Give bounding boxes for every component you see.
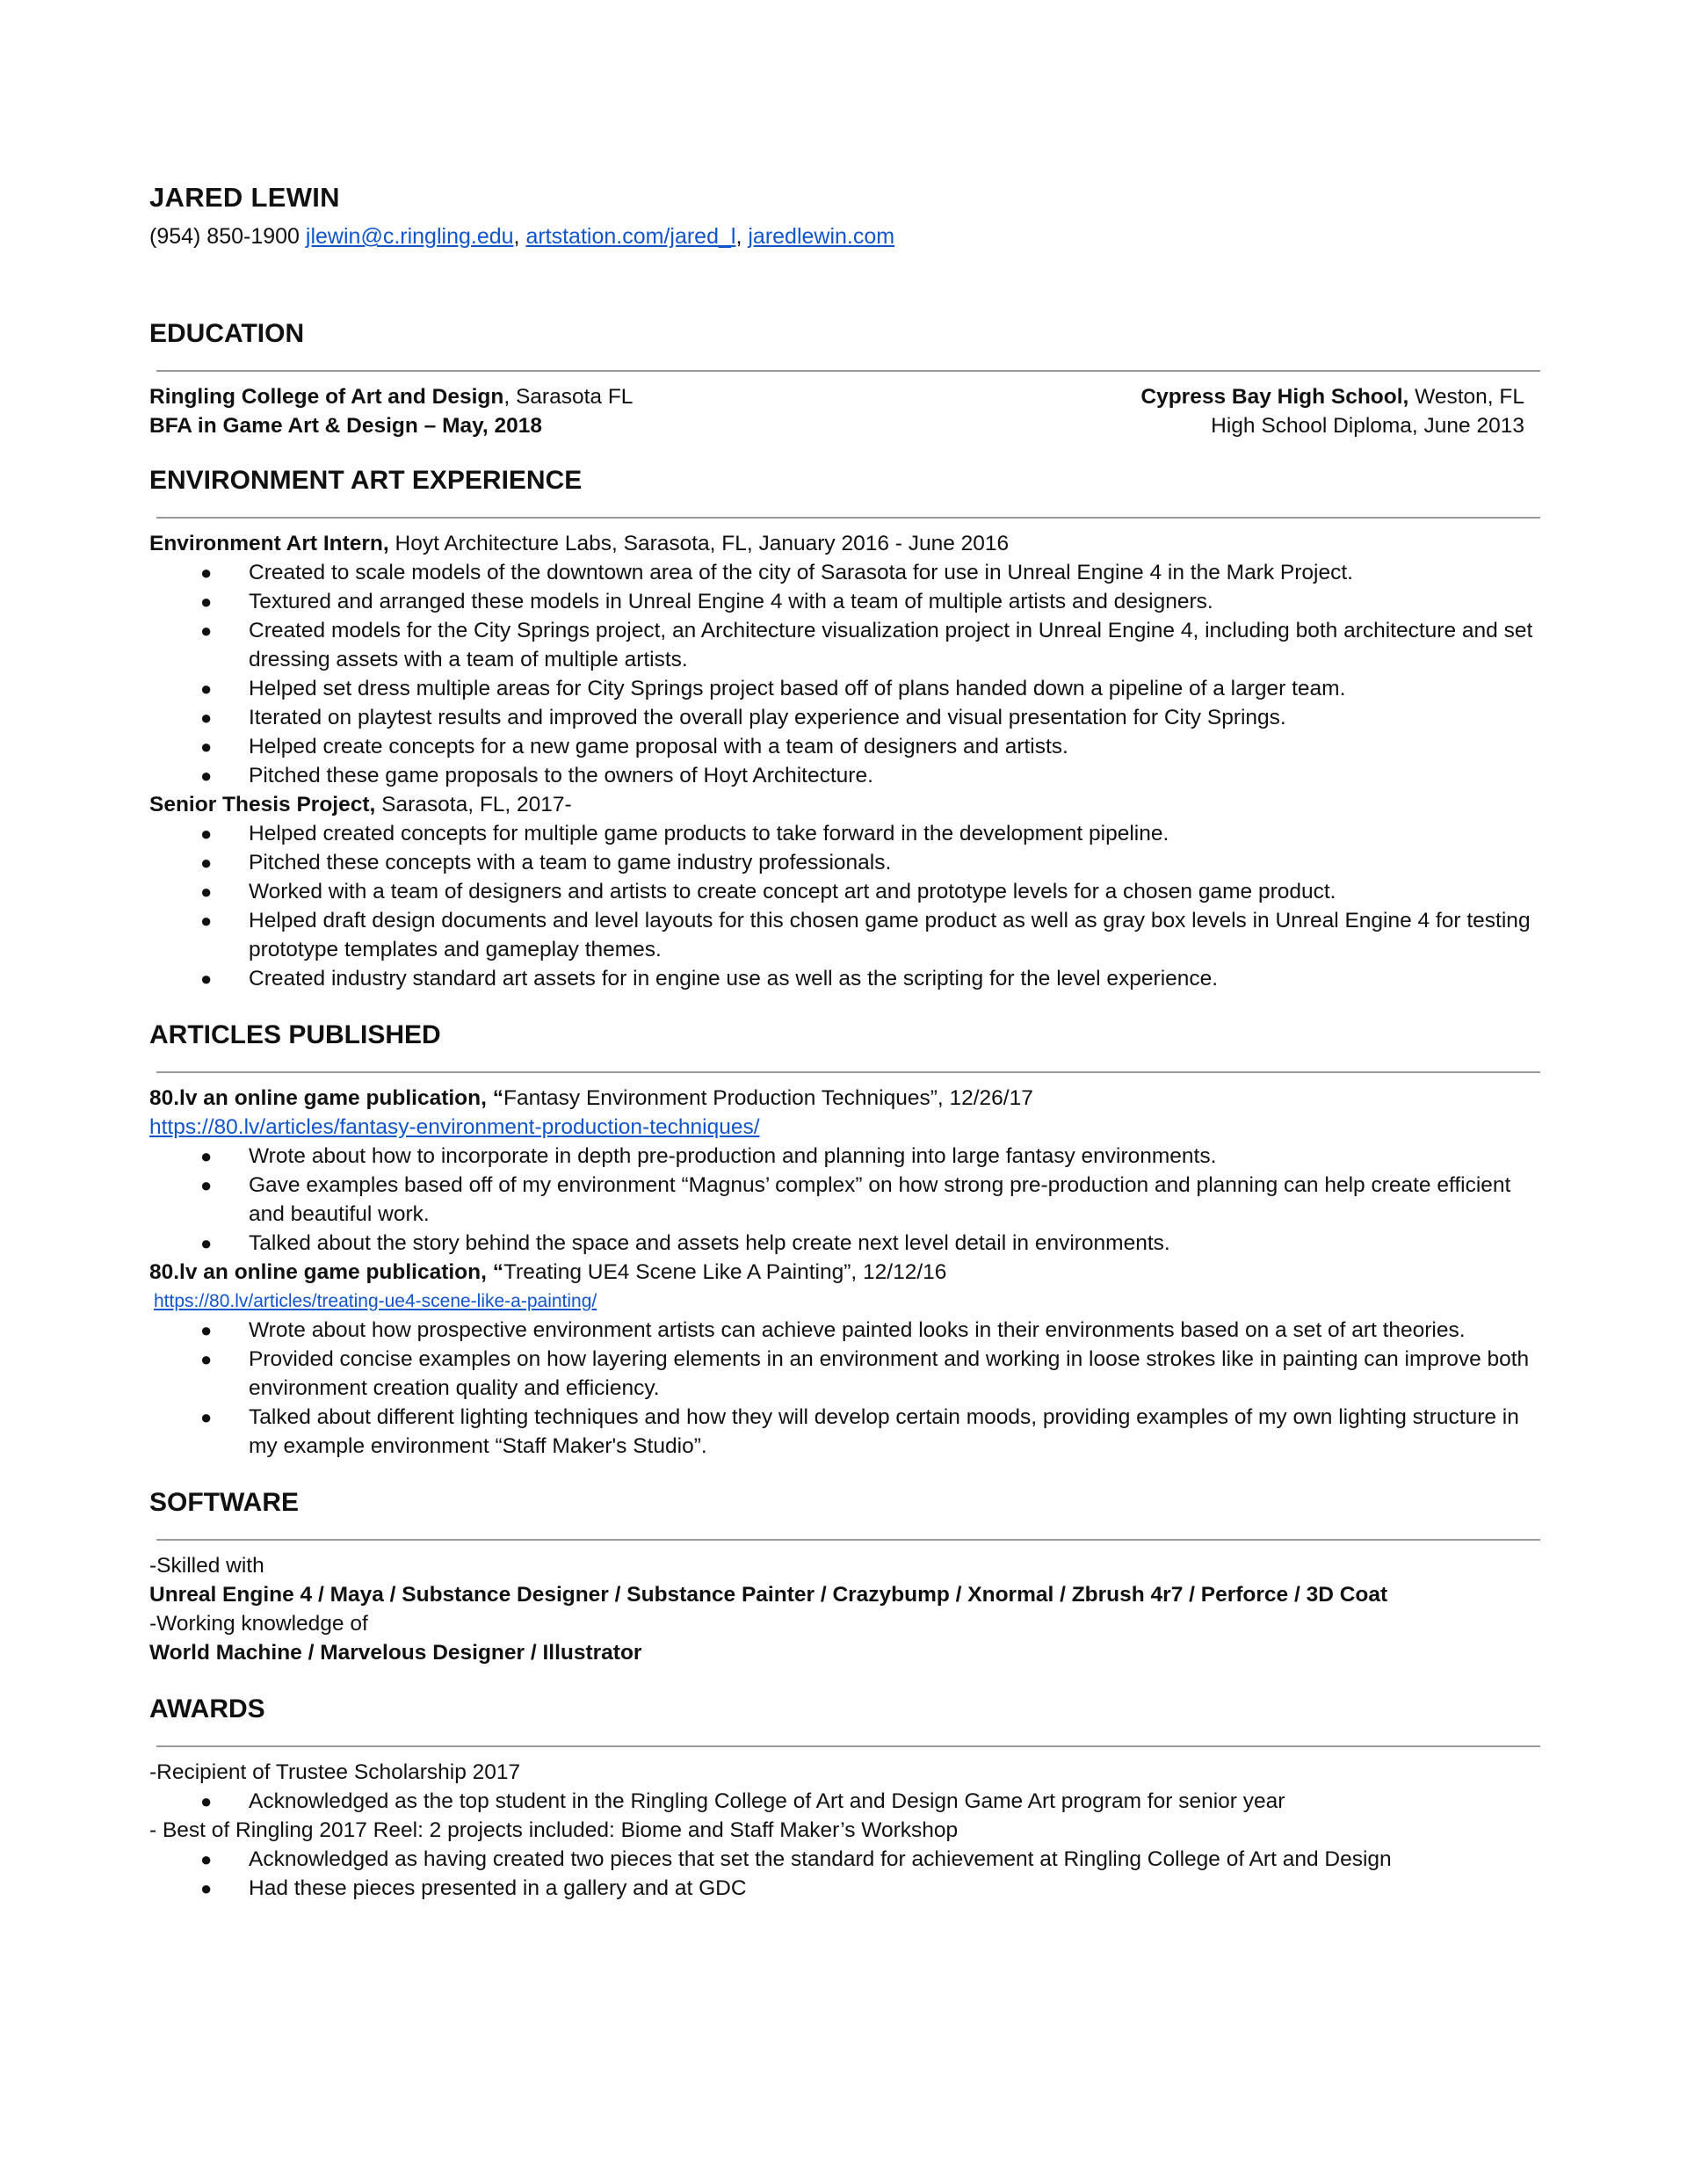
college-name: Ringling College of Art and Design (149, 384, 504, 409)
candidate-name: JARED LEWIN (149, 182, 340, 213)
bullet-icon: ● (200, 1405, 213, 1428)
bullet-icon: ● (200, 880, 213, 903)
separator: , (735, 224, 742, 250)
job-heading (149, 529, 1546, 558)
email-link[interactable]: jlewin@c.ringling.edu (305, 224, 514, 250)
list-item: ● Textured and arranged these models in Unreal Engine 4 with a team of multiple artists and designers. (149, 587, 1546, 616)
bullet-icon: ● (200, 1173, 213, 1196)
job-bullets (149, 819, 1546, 993)
job-role: Environment Art Intern, (149, 531, 389, 555)
bullet-icon: ● (200, 909, 213, 932)
article-bullets (149, 1316, 1546, 1461)
job-heading (149, 790, 1546, 819)
article-heading (149, 1258, 1546, 1287)
article-link[interactable]: https://80.lv/articles/fantasy-environment-production-techniques/ (149, 1114, 760, 1139)
resume-page (149, 180, 1546, 1903)
list-item: ● Helped draft design documents and level layouts for this chosen game product as well as gray box levels in Unreal Engine 4 for testing prototype templates and gameplay themes. (149, 906, 1546, 964)
phone-number: (954) 850-1900 (149, 224, 300, 250)
artstation-link[interactable]: artstation.com/jared_l (525, 224, 736, 250)
article-details: Fantasy Environment Production Techniques”, 12/26/17 (503, 1085, 1033, 1110)
bullet-icon: ● (200, 590, 213, 613)
article-heading (149, 1084, 1546, 1113)
software-title: SOFTWARE (149, 1487, 299, 1517)
list-item: ● Pitched these game proposals to the owners of Hoyt Architecture. (149, 761, 1546, 790)
article-publisher: 80.lv an online game publication, “ (149, 1085, 503, 1110)
bullet-icon: ● (200, 1876, 213, 1899)
bullet-icon: ● (200, 1318, 213, 1341)
bullet-icon: ● (200, 822, 213, 845)
list-item: ● Created models for the City Springs project, an Architecture visualization project in Unreal Engine 4, including both architecture and set dressing assets with a team of multiple artists. (149, 616, 1546, 674)
article-bullets (149, 1142, 1546, 1258)
college-block (149, 382, 633, 440)
list-item: ● Talked about the story behind the space and assets help create next level detail in environments. (149, 1229, 1546, 1258)
highschool-name: Cypress Bay High School, (1140, 384, 1409, 409)
job-details: Sarasota, FL, 2017- (375, 792, 572, 816)
highschool-location: Weston, FL (1408, 384, 1524, 409)
bullet-icon: ● (200, 1789, 213, 1812)
award-label: - Best of Ringling 2017 Reel: 2 projects included: Biome and Staff Maker’s Workshop (149, 1818, 959, 1842)
bullet-icon: ● (200, 619, 213, 642)
list-item: ● Wrote about how prospective environment artists can achieve painted looks in their environments based on a set of art theories. (149, 1316, 1546, 1345)
list-item: ● Acknowledged as the top student in the Ringling College of Art and Design Game Art program for senior year (149, 1787, 1546, 1816)
bullet-icon: ● (200, 677, 213, 700)
article-publisher: 80.lv an online game publication, “ (149, 1259, 503, 1284)
list-item: ● Acknowledged as having created two pieces that set the standard for achievement at Ringling College of Art and Design (149, 1845, 1546, 1874)
bullet-icon: ● (200, 967, 213, 990)
college-degree: BFA in Game Art & Design – May, 2018 (149, 413, 543, 438)
bullet-icon: ● (200, 851, 213, 874)
skilled-label: -Skilled with (149, 1553, 264, 1578)
contact-line (149, 222, 1546, 251)
college-location: , Sarasota FL (503, 384, 634, 409)
list-item: ● Created to scale models of the downtown area of the city of Sarasota for use in Unreal Engine 4 in the Mark Project. (149, 558, 1546, 587)
skilled-list: Unreal Engine 4 / Maya / Substance Designer / Substance Painter / Crazybump / Xnormal / Zbrush 4r7 / Perforce / 3D Coat (149, 1582, 1388, 1607)
list-item: ● Iterated on playtest results and improved the overall play experience and visual presentation for City Springs. (149, 703, 1546, 732)
list-item: ● Worked with a team of designers and artists to create concept art and prototype levels for a chosen game product. (149, 877, 1546, 906)
bullet-icon: ● (200, 706, 213, 729)
list-item: ● Helped set dress multiple areas for City Springs project based off of plans handed down a pipeline of a larger team. (149, 674, 1546, 703)
experience-title: ENVIRONMENT ART EXPERIENCE (149, 465, 583, 495)
job-details: Hoyt Architecture Labs, Sarasota, FL, January 2016 - June 2016 (388, 531, 1010, 555)
award-label: -Recipient of Trustee Scholarship 2017 (149, 1760, 521, 1784)
highschool-diploma: High School Diploma, June 2013 (1211, 413, 1524, 438)
highschool-block (1140, 382, 1524, 440)
bullet-icon: ● (200, 561, 213, 584)
list-item: ● Wrote about how to incorporate in depth pre-production and planning into large fantasy environments. (149, 1142, 1546, 1171)
job-bullets (149, 558, 1546, 790)
bullet-icon: ● (200, 1847, 213, 1870)
list-item: ● Helped created concepts for multiple game products to take forward in the development pipeline. (149, 819, 1546, 848)
education-title: EDUCATION (149, 318, 305, 348)
list-item: ● Created industry standard art assets for in engine use as well as the scripting for the level experience. (149, 964, 1546, 993)
bullet-icon: ● (200, 1231, 213, 1254)
working-list: World Machine / Marvelous Designer / Illustrator (149, 1640, 642, 1665)
bullet-icon: ● (200, 1144, 213, 1167)
job-role: Senior Thesis Project, (149, 792, 376, 816)
list-item: ● Pitched these concepts with a team to game industry professionals. (149, 848, 1546, 877)
award-bullets (149, 1845, 1546, 1903)
separator: , (513, 224, 520, 250)
bullet-icon: ● (200, 1347, 213, 1370)
education-row (149, 382, 1524, 440)
bullet-icon: ● (200, 764, 213, 787)
list-item: ● Talked about different lighting techniques and how they will develop certain moods, providing examples of my own lighting structure in my example environment “Staff Maker's Studio”. (149, 1403, 1546, 1461)
award-bullets (149, 1787, 1546, 1816)
website-link[interactable]: jaredlewin.com (748, 224, 895, 250)
list-item: ● Had these pieces presented in a gallery and at GDC (149, 1874, 1546, 1903)
bullet-icon: ● (200, 735, 213, 758)
list-item: ● Gave examples based off of my environment “Magnus’ complex” on how strong pre-production and planning can help create efficient and beautiful work. (149, 1171, 1546, 1229)
list-item: ● Provided concise examples on how layering elements in an environment and working in loose strokes like in painting can improve both environment creation quality and efficiency. (149, 1345, 1546, 1403)
list-item: ● Helped create concepts for a new game proposal with a team of designers and artists. (149, 732, 1546, 761)
awards-title: AWARDS (149, 1694, 265, 1723)
working-label: -Working knowledge of (149, 1611, 368, 1636)
articles-title: ARTICLES PUBLISHED (149, 1019, 441, 1049)
article-details: Treating UE4 Scene Like A Painting”, 12/12/16 (503, 1259, 947, 1284)
article-link[interactable]: https://80.lv/articles/treating-ue4-scene-like-a-painting/ (154, 1290, 597, 1311)
